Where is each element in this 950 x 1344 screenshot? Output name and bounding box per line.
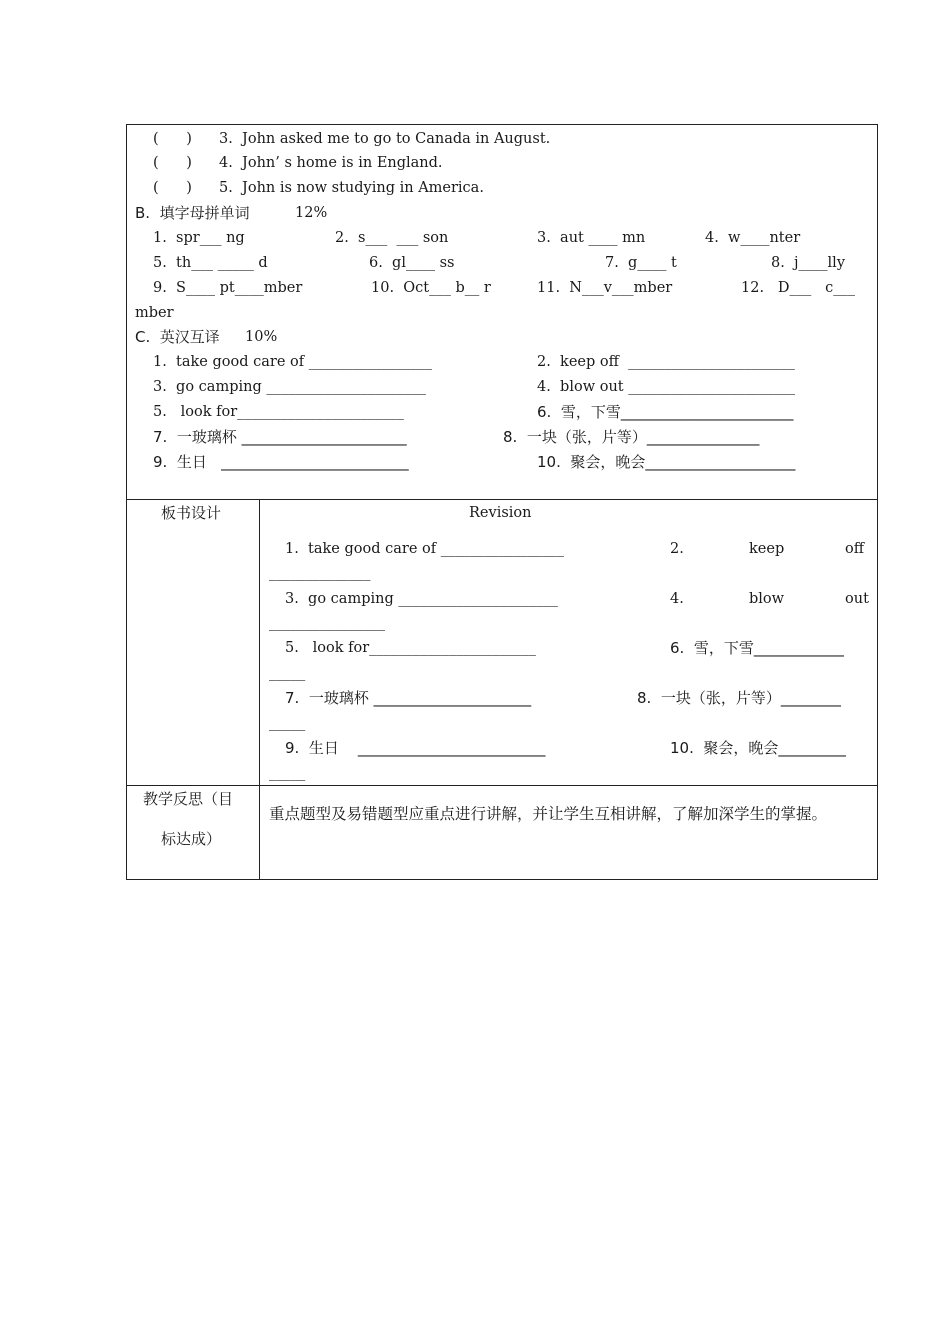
- spelling-item: 7. g____ t: [605, 255, 677, 271]
- row-divider: [127, 499, 877, 500]
- translation-item: 4. blow out _______________________: [537, 379, 795, 395]
- board-item-wrap: _____: [269, 665, 306, 681]
- translation-item: 2. keep off _______________________: [537, 354, 795, 370]
- spelling-item: 2. s___ ___ son: [335, 230, 449, 246]
- judge-item: 3. John asked me to go to Canada in August.: [219, 131, 551, 147]
- board-item: 9. 生日 _________________________: [285, 739, 546, 757]
- translation-item: 6. 雪，下雪_______________________: [537, 403, 794, 421]
- board-item: 2.: [670, 541, 684, 557]
- board-item: 7. 一玻璃杯 _____________________: [285, 689, 532, 707]
- answer-paren[interactable]: ( ): [153, 131, 192, 147]
- spelling-item: 12. D___ c___: [741, 280, 855, 296]
- spelling-item-wrap: mber: [135, 305, 174, 321]
- part-b-score: 12%: [295, 205, 328, 221]
- board-item-wrap: _____: [269, 765, 306, 781]
- board-item: off: [845, 541, 865, 557]
- spelling-item: 8. j____lly: [771, 255, 846, 271]
- board-item: 1. take good care of _________________: [285, 541, 564, 557]
- spelling-item: 3. aut ____ mn: [537, 230, 646, 246]
- board-item: 6. 雪，下雪____________: [670, 639, 844, 657]
- reflection-text: 重点题型及易错题型应重点进行讲解，并让学生互相讲解，了解加深学生的掌握。: [269, 805, 828, 823]
- translation-item: 10. 聚会，晚会____________________: [537, 453, 796, 471]
- reflection-label-line: 标达成）: [161, 830, 222, 848]
- board-item: blow: [749, 591, 785, 607]
- translation-item: 9. 生日 _________________________: [153, 453, 409, 471]
- lesson-table: [126, 124, 878, 880]
- answer-paren[interactable]: ( ): [153, 155, 192, 171]
- spelling-item: 9. S____ pt____mber: [153, 280, 303, 296]
- board-item: 8. 一块（张，片等）________: [637, 689, 841, 707]
- column-divider: [259, 499, 260, 880]
- translation-item: 1. take good care of _________________: [153, 354, 432, 370]
- spelling-item: 5. th___ _____ d: [153, 255, 268, 271]
- board-item: out: [845, 591, 869, 607]
- spelling-item: 10. Oct___ b__ r: [371, 280, 491, 296]
- board-item-wrap: ______________: [269, 565, 371, 581]
- board-design-label: 板书设计: [161, 504, 222, 522]
- judge-item: 4. John’ s home is in England.: [219, 155, 443, 171]
- spelling-item: 1. spr___ ng: [153, 230, 245, 246]
- judge-item: 5. John is now studying in America.: [219, 180, 484, 196]
- answer-paren[interactable]: ( ): [153, 180, 192, 196]
- reflection-label-line: 教学反思（目: [143, 790, 234, 808]
- spelling-item: 4. w____nter: [705, 230, 801, 246]
- spelling-item: 6. gl____ ss: [369, 255, 455, 271]
- board-item-wrap: ________________: [269, 615, 385, 631]
- board-item: 3. go camping ______________________: [285, 591, 558, 607]
- board-title: Revision: [469, 505, 532, 521]
- part-b-heading: B. 填字母拼单词: [135, 204, 250, 222]
- translation-item: 5. look for_______________________: [153, 404, 404, 420]
- board-item-wrap: _____: [269, 715, 306, 731]
- translation-item: 8. 一块（张，片等）_______________: [503, 428, 760, 446]
- row-divider: [127, 785, 877, 786]
- part-c-heading: C. 英汉互译: [135, 328, 220, 346]
- board-item: 5. look for_______________________: [285, 640, 536, 656]
- translation-item: 7. 一玻璃杯 ______________________: [153, 428, 407, 446]
- board-item: 4.: [670, 591, 684, 607]
- board-item: keep: [749, 541, 785, 557]
- board-item: 10. 聚会，晚会_________: [670, 739, 846, 757]
- translation-item: 3. go camping ______________________: [153, 379, 426, 395]
- spelling-item: 11. N___v___mber: [537, 280, 673, 296]
- part-c-score: 10%: [245, 329, 278, 345]
